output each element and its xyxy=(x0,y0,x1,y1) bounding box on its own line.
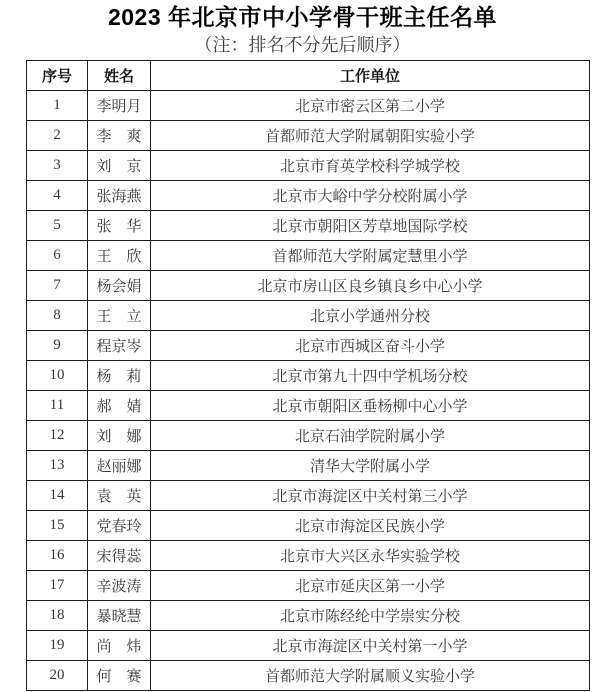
row-number-cell: 4 xyxy=(27,181,88,211)
table-row xyxy=(27,301,590,331)
roster-table xyxy=(26,60,590,691)
work-unit-cell: 北京石油学院附属小学 xyxy=(151,421,590,451)
table-row xyxy=(27,121,590,151)
work-unit-cell: 首都师范大学附属朝阳实验小学 xyxy=(151,121,590,151)
name-cell: 杨会娟 xyxy=(88,271,151,301)
work-unit-cell: 北京市密云区第二小学 xyxy=(151,91,590,121)
table-row xyxy=(27,571,590,601)
row-number-cell: 9 xyxy=(27,331,88,361)
row-number-cell: 20 xyxy=(27,661,88,691)
name-cell: 程京岑 xyxy=(88,331,151,361)
row-number-cell: 5 xyxy=(27,211,88,241)
name-cell: 党春玲 xyxy=(88,511,151,541)
table-row xyxy=(27,211,590,241)
work-unit-cell: 首都师范大学附属定慧里小学 xyxy=(151,241,590,271)
table-row xyxy=(27,241,590,271)
column-header-no: 序号 xyxy=(27,61,88,91)
work-unit-cell: 北京市海淀区中关村第一小学 xyxy=(151,631,590,661)
row-number-cell: 12 xyxy=(27,421,88,451)
row-number-cell: 14 xyxy=(27,481,88,511)
work-unit-cell: 北京市海淀区民族小学 xyxy=(151,511,590,541)
row-number-cell: 2 xyxy=(27,121,88,151)
row-number-cell: 11 xyxy=(27,391,88,421)
work-unit-cell: 北京市育英学校科学城学校 xyxy=(151,151,590,181)
table-row xyxy=(27,451,590,481)
work-unit-cell: 北京市第九十四中学机场分校 xyxy=(151,361,590,391)
table-row xyxy=(27,331,590,361)
name-cell: 暴晓慧 xyxy=(88,601,151,631)
row-number-cell: 18 xyxy=(27,601,88,631)
name-cell: 刘 京 xyxy=(88,151,151,181)
row-number-cell: 19 xyxy=(27,631,88,661)
column-header-name: 姓名 xyxy=(88,61,151,91)
row-number-cell: 1 xyxy=(27,91,88,121)
table-row xyxy=(27,421,590,451)
work-unit-cell: 北京市陈经纶中学崇实分校 xyxy=(151,601,590,631)
name-cell: 王 立 xyxy=(88,301,151,331)
table-row xyxy=(27,91,590,121)
row-number-cell: 6 xyxy=(27,241,88,271)
work-unit-cell: 北京市大峪中学分校附属小学 xyxy=(151,181,590,211)
row-number-cell: 15 xyxy=(27,511,88,541)
work-unit-cell: 北京市大兴区永华实验学校 xyxy=(151,541,590,571)
table-row xyxy=(27,151,590,181)
row-number-cell: 10 xyxy=(27,361,88,391)
row-number-cell: 7 xyxy=(27,271,88,301)
table-row xyxy=(27,481,590,511)
name-cell: 袁 英 xyxy=(88,481,151,511)
table-row xyxy=(27,631,590,661)
name-cell: 张 华 xyxy=(88,211,151,241)
name-cell: 赵丽娜 xyxy=(88,451,151,481)
name-cell: 李 爽 xyxy=(88,121,151,151)
work-unit-cell: 北京市朝阳区芳草地国际学校 xyxy=(151,211,590,241)
name-cell: 刘 娜 xyxy=(88,421,151,451)
table-row xyxy=(27,181,590,211)
header-row xyxy=(27,61,590,91)
name-cell: 张海燕 xyxy=(88,181,151,211)
column-header-unit: 工作单位 xyxy=(151,61,590,91)
work-unit-cell: 北京市房山区良乡镇良乡中心小学 xyxy=(151,271,590,301)
table-body xyxy=(27,91,590,691)
work-unit-cell: 北京市海淀区中关村第三小学 xyxy=(151,481,590,511)
table-row xyxy=(27,391,590,421)
row-number-cell: 17 xyxy=(27,571,88,601)
work-unit-cell: 北京市延庆区第一小学 xyxy=(151,571,590,601)
work-unit-cell: 清华大学附属小学 xyxy=(151,451,590,481)
row-number-cell: 13 xyxy=(27,451,88,481)
table-row xyxy=(27,601,590,631)
work-unit-cell: 首都师范大学附属顺义实验小学 xyxy=(151,661,590,691)
row-number-cell: 16 xyxy=(27,541,88,571)
table-row xyxy=(27,661,590,691)
name-cell: 郝 婧 xyxy=(88,391,151,421)
table-row xyxy=(27,511,590,541)
name-cell: 杨 莉 xyxy=(88,361,151,391)
name-cell: 何 赛 xyxy=(88,661,151,691)
work-unit-cell: 北京市西城区奋斗小学 xyxy=(151,331,590,361)
work-unit-cell: 北京市朝阳区垂杨柳中心小学 xyxy=(151,391,590,421)
table-row xyxy=(27,541,590,571)
table-row xyxy=(27,361,590,391)
table-header xyxy=(27,61,590,91)
row-number-cell: 3 xyxy=(27,151,88,181)
name-cell: 李明月 xyxy=(88,91,151,121)
row-number-cell: 8 xyxy=(27,301,88,331)
name-cell: 王 欣 xyxy=(88,241,151,271)
name-cell: 尚 炜 xyxy=(88,631,151,661)
name-cell: 宋得蕊 xyxy=(88,541,151,571)
work-unit-cell: 北京小学通州分校 xyxy=(151,301,590,331)
name-cell: 辛波涛 xyxy=(88,571,151,601)
page-title: 2023 年北京市中小学骨干班主任名单 xyxy=(107,4,498,30)
table-row xyxy=(27,271,590,301)
page-subtitle: （注：排名不分先后顺序） xyxy=(194,35,411,55)
